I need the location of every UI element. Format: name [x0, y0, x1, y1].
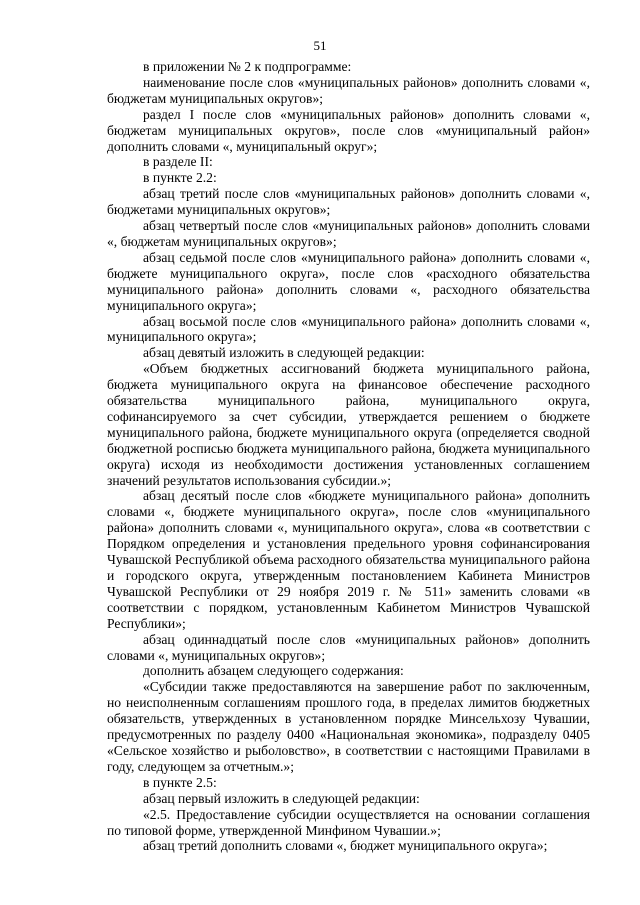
- paragraph: абзац девятый изложить в следующей редакции:: [143, 345, 425, 361]
- paragraph: раздел I после слов «муниципальных районов» дополнить словами «, бюджетам муниципальных округов», после слов «муниципальный район» дополнить словами «, муниципальный округ»;: [107, 106, 590, 154]
- paragraph: абзац третий после слов «муниципальных районов» дополнить словами «, бюджетами муниципальных округов»;: [107, 186, 590, 218]
- page-number: 51: [313, 38, 327, 53]
- paragraph: абзац одиннадцатый после слов «муниципальных районов» дополнить словами «, муниципальных округов»;: [107, 631, 590, 663]
- paragraph: «Объем бюджетных ассигнований бюджета муниципального района, бюджета муниципального округа на финансовое обеспечение расходного обязательства муниципального района, муниципального округа, софинансируемого за счет субсидии, утверждается решением о бюджете муниципального района, бюджете муниципального округа (определяется сводной бюджетной росписью бюджета муниципального района, бюджета муниципального округа) исходя из необходимости достижения установленных соглашением значений результатов использования субсидии.»;: [107, 361, 590, 488]
- paragraph: абзац восьмой после слов «муниципального района» дополнить словами «, муниципального округа»;: [107, 313, 590, 345]
- paragraph: дополнить абзацем следующего содержания:: [143, 663, 404, 679]
- paragraph: в разделе II:: [143, 154, 213, 170]
- paragraph: абзац седьмой после слов «муниципального района» дополнить словами «, бюджете муниципального округа», после слов «расходного обязательства муниципального района» дополнить словами «, расходного обязательства муниципального округа»;: [107, 249, 590, 313]
- paragraph: «Субсидии также предоставляются на завершение работ по заключенным, но неисполненным соглашениям прошлого года, в пределах лимитов бюджетных обязательств, утвержденных в установленном порядке Минсельхозу Чувашии, предусмотренных по разделу 0400 «Национальная экономика», подразделу 0405 «Сельское хозяйство и рыболовство», в соответствии с настоящими Правилами в году, следующем за отчетным.»;: [107, 679, 590, 774]
- paragraph: в приложении № 2 к подпрограмме:: [143, 59, 352, 74]
- paragraph: абзац первый изложить в следующей редакции:: [143, 790, 420, 806]
- document-body: [107, 59, 590, 854]
- paragraph: абзац десятый после слов «бюджете муниципального района» дополнить словами «, бюджете муниципального округа», после слов «муниципального района» дополнить словами «, муниципального округа», слова «в соответствии с Порядком определения и установления предельного уровня софинансирования Чувашской Республикой объема расходного обязательства муниципального района и городского округа, утвержденным постановлением Кабинета Министров Чувашской Республики от 29 ноября 2019 г. № 511» заменить словами «в соответствии с порядком, установленным Кабинетом Министров Чувашской Республики»;: [107, 488, 590, 631]
- paragraph: в пункте 2.5:: [143, 774, 217, 790]
- paragraph: наименование после слов «муниципальных районов» дополнить словами «, бюджетам муниципальных округов»;: [107, 74, 590, 106]
- paragraph: абзац четвертый после слов «муниципальных районов» дополнить словами «, бюджетам муниципальных округов»;: [107, 218, 590, 249]
- paragraph: «2.5. Предоставление субсидии осуществляется на основании соглашения по типовой форме, утвержденной Минфином Чувашии.»;: [107, 806, 590, 838]
- paragraph: абзац третий дополнить словами «, бюджет муниципального округа»;: [143, 838, 548, 854]
- paragraph: в пункте 2.2:: [143, 170, 217, 186]
